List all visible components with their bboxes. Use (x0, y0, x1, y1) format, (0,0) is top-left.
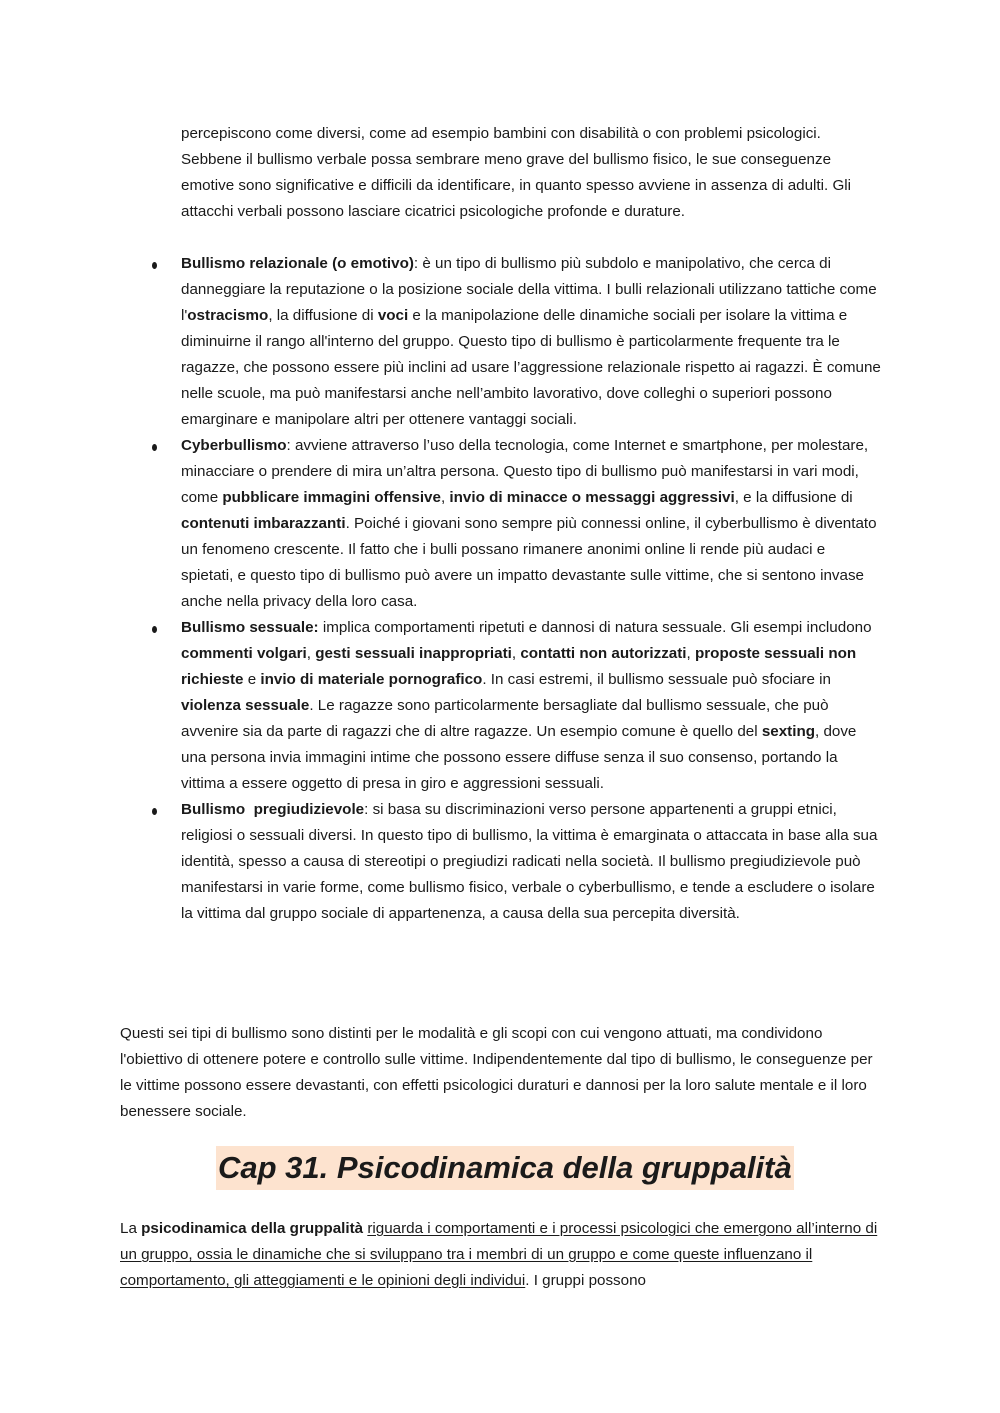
summary-paragraph: Questi sei tipi di bullismo sono distinti per le modalità e gli scopi con cui vengono attuati, ma condividono l'obiettivo di ottenere potere e controllo sulle vittime. Indipendentemente dal tipo di bullismo, le conseguenze per le vittime possono essere devastanti, con effetti psicologici duraturi e dannosi per la loro salute mentale e il loro benessere sociale. (120, 1025, 873, 1120)
list-item-text: Cyberbullismo: avviene attraverso l’uso della tecnologia, come Internet e smartphone, per molestare, minacciare o prendere di mira un’altra persona. Questo tipo di bullismo può manifestarsi in vari modi, come pubblicare immagini offensive, invio di minacce o messaggi aggressivi, e la diffusione di contenuti imbarazzanti. Poiché i giovani sono sempre più connessi online, il cyberbullismo è diventato un fenomeno crescente. Il fatto che i bulli possano rimanere anonimi online li rende più audaci e spietati, e questo tipo di bullismo può avere un impatto devastante sulle vittime, che si sentono invase anche nella privacy della loro casa. (181, 437, 877, 610)
list-item-sexual (181, 615, 881, 797)
list-item-text: Bullismo sessuale: implica comportamenti ripetuti e dannosi di natura sessuale. Gli esempi includono commenti volgari, gesti sessuali inappropriati, contatti non autorizzati, proposte sessuali non richieste e invio di materiale pornografico. In casi estremi, il bullismo sessuale può sfociare in violenza sessuale. Le ragazze sono particolarmente bersagliate dal bullismo sessuale, che può avvenire sia da parte di ragazzi che di altre ragazze. Un esempio comune è quello del sexting, dove una persona invia immagini intime che possono essere diffuse senza il suo consenso, portando la vittima a essere oggetto di presa in giro e aggressioni sessuali. (181, 619, 872, 792)
term-bold: Bullismo relazionale (o emotivo) (181, 255, 414, 272)
bullying-types-list (181, 251, 881, 927)
intro-paragraph: La psicodinamica della gruppalità riguarda i comportamenti e i processi psicologici che emergono all’interno di un gruppo, ossia le dinamiche che si sviluppano tra i membri di un gruppo e come queste influenzano il comportamento, gli atteggiamenti e le opinioni degli individui. I gruppi possono (120, 1220, 878, 1289)
bullet-icon (152, 444, 157, 451)
bullet-icon (152, 262, 157, 269)
term-bold: Bullismo pregiudizievole (181, 801, 365, 818)
list-item-text: Bullismo pregiudizievole: si basa su discriminazioni verso persone appartenenti a gruppi etnici, religiosi o sessuali diversi. In questo tipo di bullismo, la vittima è emarginata o attaccata in base alla sua identità, spesso a causa di stereotipi o pregiudizi radicati nella società. Il bullismo pregiudizievole può manifestarsi in varie forme, come bullismo fisico, verbale o cyberbullismo, e tende a escludere o isolare la vittima dal gruppo sociale di appartenenza, a causa della sua percepita diversità. (181, 801, 878, 922)
bullet-icon (152, 808, 157, 815)
term-bold: Cyberbullismo (181, 437, 287, 454)
list-item-cyberbullying (181, 433, 881, 615)
term-bold: Bullismo sessuale: (181, 619, 319, 636)
list-item-prejudicial (181, 797, 881, 927)
continuation-paragraph: percepiscono come diversi, come ad esempio bambini con disabilità o con problemi psicologici. Sebbene il bullismo verbale possa sembrare meno grave del bullismo fisico, le sue conseguenze emotive sono significative e difficili da identificare, in quanto spesso avviene in assenza di adulti. Gli attacchi verbali possono lasciare cicatrici psicologiche profonde e durature. (181, 125, 852, 220)
intro-term: psicodinamica della gruppalità (141, 1220, 364, 1237)
intro-underlined-definition: riguarda i comportamenti e i processi psicologici che emergono all’interno di un gruppo, ossia le dinamiche che si sviluppano tra i membri di un gruppo e come queste influenzano il comportamento, gli atteggiamenti e le opinioni degli individui (120, 1220, 878, 1289)
list-item-relational (181, 251, 881, 433)
list-item-text: Bullismo relazionale (o emotivo): è un tipo di bullismo più subdolo e manipolativo, che cerca di danneggiare la reputazione o la posizione sociale della vittima. I bulli relazionali utilizzano tattiche come l'ostracismo, la diffusione di voci e la manipolazione delle dinamiche sociali per isolare la vittima e diminuirne il rango all'interno del gruppo. Questo tipo di bullismo è particolarmente frequente tra le ragazze, che possono essere più inclini ad usare l’aggressione relazionale rispetto ai ragazzi. È comune nelle scuole, ma può manifestarsi anche nell’ambito lavorativo, dove colleghi o superiori possono emarginare e manipolare altri per ottenere vantaggi sociali. (181, 255, 881, 428)
chapter-heading: Cap 31. Psicodinamica della gruppalità (216, 1146, 794, 1190)
bullet-icon (152, 626, 157, 633)
